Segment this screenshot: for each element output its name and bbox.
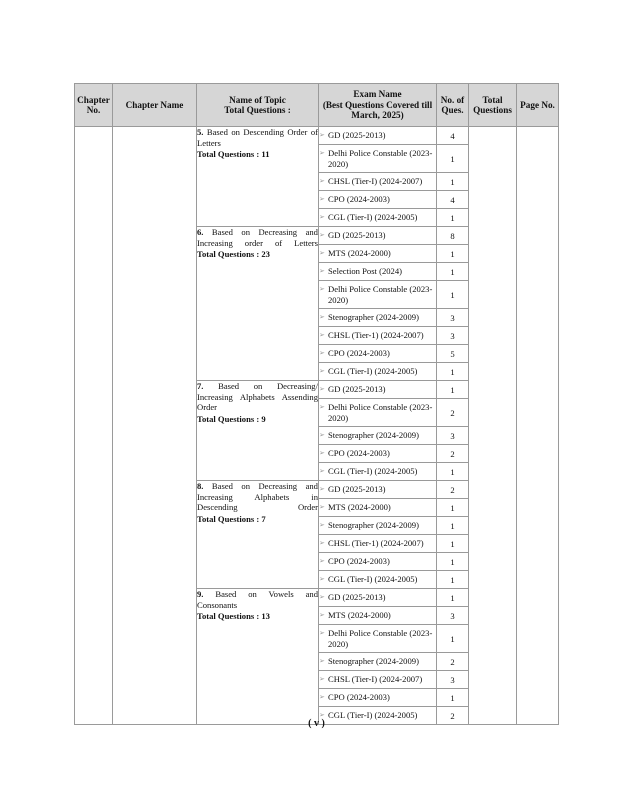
exam-cell: [319, 689, 437, 707]
header-exam: [319, 84, 437, 127]
exam-cell: [319, 589, 437, 607]
exam-cell: [319, 535, 437, 553]
arrowhead-bullet-icon: ➢: [319, 675, 325, 684]
question-count: 3: [437, 607, 469, 625]
topic-total-questions: Total Questions : 13: [197, 611, 270, 621]
arrowhead-bullet-icon: ➢: [319, 131, 325, 140]
exam-cell: [319, 399, 437, 427]
question-count: 2: [437, 481, 469, 499]
question-count: 4: [437, 127, 469, 145]
header-topic: [197, 84, 319, 127]
arrowhead-bullet-icon: ➢: [319, 449, 325, 458]
arrowhead-bullet-icon: ➢: [319, 431, 325, 440]
question-count: 1: [437, 263, 469, 281]
exam-cell: [319, 281, 437, 309]
question-count: 1: [437, 463, 469, 481]
exam-name: GD (2025-2013): [328, 130, 386, 141]
exam-cell: [319, 445, 437, 463]
topic-title: [197, 127, 318, 148]
topic-title: [197, 381, 318, 413]
arrowhead-bullet-icon: ➢: [319, 503, 325, 512]
chapter-no-cell: [75, 127, 113, 725]
topic-name: Based on Descending Order of Letters: [197, 127, 318, 148]
exam-cell: [319, 127, 437, 145]
question-count: 3: [437, 327, 469, 345]
header-chapter-name: Chapter Name: [113, 84, 197, 127]
exam-name: CPO (2024-2003): [328, 348, 390, 359]
exam-name: CGL (Tier-I) (2024-2005): [328, 366, 418, 377]
question-count: 1: [437, 245, 469, 263]
total-questions-cell: [469, 127, 517, 725]
exam-cell: [319, 463, 437, 481]
arrowhead-bullet-icon: ➢: [319, 575, 325, 584]
topic-number: 7.: [197, 381, 204, 391]
exam-cell: [319, 381, 437, 399]
exam-name: Delhi Police Constable (2023-2020): [328, 284, 433, 305]
exam-name: Stenographer (2024-2009): [328, 656, 419, 667]
arrowhead-bullet-icon: ➢: [319, 629, 325, 637]
exam-cell: [319, 671, 437, 689]
exam-name: Delhi Police Constable (2023-2020): [328, 402, 433, 423]
arrowhead-bullet-icon: ➢: [319, 267, 325, 276]
topic-number: 5.: [197, 127, 204, 137]
exam-name: CPO (2024-2003): [328, 556, 390, 567]
arrowhead-bullet-icon: ➢: [319, 249, 325, 258]
exam-name: CGL (Tier-I) (2024-2005): [328, 574, 418, 585]
arrowhead-bullet-icon: ➢: [319, 177, 325, 186]
question-count: 1: [437, 281, 469, 309]
exam-name: MTS (2024-2000): [328, 502, 391, 513]
exam-name: GD (2025-2013): [328, 230, 386, 241]
exam-name: GD (2025-2013): [328, 592, 386, 603]
exam-cell: [319, 173, 437, 191]
topic-cell: [197, 127, 319, 227]
exam-name: CPO (2024-2003): [328, 194, 390, 205]
question-count: 1: [437, 517, 469, 535]
exam-name: CPO (2024-2003): [328, 692, 390, 703]
exam-cell: [319, 499, 437, 517]
arrowhead-bullet-icon: ➢: [319, 521, 325, 530]
arrowhead-bullet-icon: ➢: [319, 593, 325, 602]
question-count: 1: [437, 209, 469, 227]
page-number: ( v ): [308, 718, 325, 729]
exam-cell: [319, 517, 437, 535]
arrowhead-bullet-icon: ➢: [319, 539, 325, 548]
arrowhead-bullet-icon: ➢: [319, 331, 325, 340]
question-count: 1: [437, 689, 469, 707]
exam-cell: [319, 263, 437, 281]
header-exam-line1: Exam Name: [353, 89, 402, 100]
question-count: 1: [437, 173, 469, 191]
exam-cell: [319, 345, 437, 363]
header-topic-line1: Name of Topic: [229, 94, 286, 105]
question-count: 1: [437, 553, 469, 571]
question-count: 1: [437, 589, 469, 607]
exam-name: Stenographer (2024-2009): [328, 312, 419, 323]
exam-name: CHSL (Tier-I) (2024-2007): [328, 674, 423, 685]
exam-cell: [319, 327, 437, 345]
arrowhead-bullet-icon: ➢: [319, 485, 325, 494]
arrowhead-bullet-icon: ➢: [319, 195, 325, 204]
topic-title: [197, 227, 318, 248]
contents-table: [74, 83, 559, 725]
topic-number: 8.: [197, 481, 204, 491]
exam-name: Stenographer (2024-2009): [328, 520, 419, 531]
question-count: 1: [437, 499, 469, 517]
arrowhead-bullet-icon: ➢: [319, 657, 325, 666]
topic-cell: [197, 227, 319, 381]
table-row: [75, 127, 559, 145]
arrowhead-bullet-icon: ➢: [319, 285, 325, 293]
header-row: [75, 84, 559, 127]
question-count: 3: [437, 427, 469, 445]
exam-name: Stenographer (2024-2009): [328, 430, 419, 441]
question-count: 8: [437, 227, 469, 245]
topic-total-questions: Total Questions : 9: [197, 413, 266, 424]
exam-name: CHSL (Tier-I) (2024-2007): [328, 176, 423, 187]
page-no-cell: [517, 127, 559, 725]
arrowhead-bullet-icon: ➢: [319, 403, 325, 411]
topic-name: Based on Vowels and Consonants: [197, 589, 318, 610]
exam-name: MTS (2024-2000): [328, 248, 391, 259]
question-count: 1: [437, 535, 469, 553]
header-total-questions: Total Questions: [469, 84, 517, 127]
topic-number: 6.: [197, 227, 204, 237]
arrowhead-bullet-icon: ➢: [319, 367, 325, 376]
exam-cell: [319, 625, 437, 653]
topic-cell: [197, 381, 319, 481]
question-count: 2: [437, 653, 469, 671]
arrowhead-bullet-icon: ➢: [319, 693, 325, 702]
exam-cell: [319, 553, 437, 571]
exam-name: CHSL (Tier-1) (2024-2007): [328, 330, 424, 341]
exam-cell: [319, 191, 437, 209]
topic-name: Based on Decreasing and Increasing Alphabets in Descending Order: [197, 481, 318, 512]
topic-total-questions: Total Questions : 7: [197, 513, 266, 524]
arrowhead-bullet-icon: ➢: [319, 349, 325, 358]
topic-number: 9.: [197, 589, 204, 599]
exam-cell: [319, 145, 437, 173]
topic-total-questions: Total Questions : 23: [197, 249, 270, 259]
exam-cell: [319, 427, 437, 445]
arrowhead-bullet-icon: ➢: [319, 467, 325, 476]
topic-name: Based on Decreasing/ Increasing Alphabets Assending Order: [197, 381, 318, 412]
arrowhead-bullet-icon: ➢: [319, 711, 325, 720]
arrowhead-bullet-icon: ➢: [319, 611, 325, 620]
exam-cell: [319, 227, 437, 245]
header-exam-line2: (Best Questions Covered till March, 2025): [322, 99, 433, 121]
topic-cell: [197, 589, 319, 725]
exam-name: Delhi Police Constable (2023-2020): [328, 628, 433, 649]
exam-name: CHSL (Tier-1) (2024-2007): [328, 538, 424, 549]
exam-cell: [319, 309, 437, 327]
exam-cell: [319, 607, 437, 625]
exam-name: CGL (Tier-I) (2024-2005): [328, 466, 418, 477]
exam-name: Selection Post (2024): [328, 266, 402, 277]
exam-name: CGL (Tier-I) (2024-2005): [328, 212, 418, 223]
arrowhead-bullet-icon: ➢: [319, 231, 325, 240]
question-count: 2: [437, 399, 469, 427]
header-no-ques: No. of Ques.: [437, 84, 469, 127]
arrowhead-bullet-icon: ➢: [319, 557, 325, 566]
exam-cell: [319, 245, 437, 263]
topic-title: [197, 589, 318, 610]
question-count: 3: [437, 671, 469, 689]
exam-name: MTS (2024-2000): [328, 610, 391, 621]
question-count: 2: [437, 707, 469, 725]
exam-name: Delhi Police Constable (2023-2020): [328, 148, 433, 169]
exam-cell: [319, 363, 437, 381]
exam-name: GD (2025-2013): [328, 484, 386, 495]
arrowhead-bullet-icon: ➢: [319, 213, 325, 222]
exam-cell: [319, 209, 437, 227]
exam-cell: [319, 653, 437, 671]
header-topic-line2: Total Questions :: [224, 105, 291, 115]
header-chapter-no: Chapter No.: [75, 84, 113, 127]
question-count: 4: [437, 191, 469, 209]
question-count: 1: [437, 381, 469, 399]
question-count: 2: [437, 445, 469, 463]
topic-name: Based on Decreasing and Increasing order of Letters: [197, 227, 318, 248]
arrowhead-bullet-icon: ➢: [319, 313, 325, 322]
question-count: 1: [437, 571, 469, 589]
chapter-name-cell: [113, 127, 197, 725]
exam-cell: [319, 481, 437, 499]
topic-total-questions: Total Questions : 11: [197, 149, 270, 159]
question-count: 3: [437, 309, 469, 327]
question-count: 1: [437, 145, 469, 173]
exam-name: CGL (Tier-I) (2024-2005): [328, 710, 418, 721]
header-page-no: Page No.: [517, 84, 559, 127]
exam-name: CPO (2024-2003): [328, 448, 390, 459]
exam-name: GD (2025-2013): [328, 384, 386, 395]
question-count: 5: [437, 345, 469, 363]
question-count: 1: [437, 625, 469, 653]
question-count: 1: [437, 363, 469, 381]
contents-body: [75, 127, 559, 725]
topic-title: [197, 481, 318, 513]
topic-cell: [197, 481, 319, 589]
arrowhead-bullet-icon: ➢: [319, 385, 325, 394]
exam-cell: [319, 571, 437, 589]
arrowhead-bullet-icon: ➢: [319, 149, 325, 157]
